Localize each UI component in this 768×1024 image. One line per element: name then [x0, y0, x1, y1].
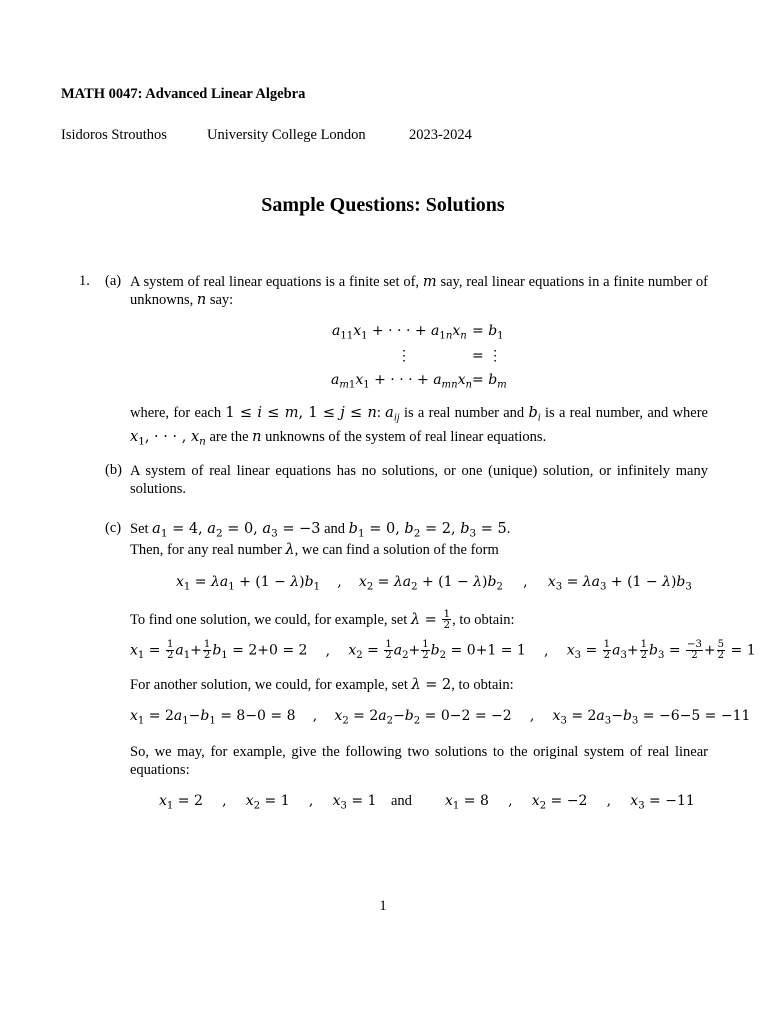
equation-row-1-rhs: = $b_1$: [472, 323, 504, 342]
final-solutions-2: $x_1 = 8$ , $x_2 = -2$ , $x_3 = -11$: [445, 793, 695, 812]
page-number: 1: [379, 898, 387, 914]
vertical-dots: ⋮: [397, 348, 411, 364]
page-title: Sample Questions: Solutions: [261, 194, 505, 216]
part-c-then: Then, for any real number λ, we can find a solution of the form: [130, 542, 499, 558]
final-solutions-1: $x_1 = 2$ , $x_2 = 1$ , $x_3 = 1$: [159, 793, 377, 812]
course-title: MATH 0047: Advanced Linear Algebra: [61, 86, 306, 102]
part-a-where: where, for each 1 ≤ i ≤ m, 1 ≤ j ≤ n: $a_{ij}$ is a real number and $b_i$ is a real number, and where $x_1$, · · · , $x_n$ are the n unknowns of the system of real linear equations.: [130, 405, 708, 448]
academic-year: 2023-2024: [409, 127, 472, 143]
part-b-label: (b): [105, 462, 122, 478]
part-c-label: (c): [105, 520, 122, 536]
part-c-find-another: For another solution, we could, for example, set λ = 2, to obtain:: [130, 677, 514, 693]
and-word: and: [391, 793, 412, 809]
part-a-label: (a): [105, 273, 122, 289]
part-b-text: A system of real linear equations has no solutions, or one (unique) solution, or infinitely many solutions.: [130, 463, 708, 497]
part-a-intro: A system of real linear equations is a finite set of, m say, real linear equations in a finite number of unknowns, n say:: [130, 274, 709, 308]
solution-two: $x_1 = 2a_1-b_1 = 8-0 = 8$ , $x_2 = 2a_2-b_2 = 0-2 = -2$ , $x_3 = 2a_3-b_3 = -6-5 = -11$: [130, 708, 751, 727]
part-c-so: So, we may, for example, give the following two solutions to the original system of real linear equations:: [130, 744, 708, 778]
part-c-find-one: To find one solution, we could, for example, set λ = $\frac{1}{2}$ , to obtain:: [130, 608, 515, 632]
general-solution: $x_1 = \lambda a_1 + (1 - \lambda)b_1$ , $x_2 = \lambda a_2 + (1 - \lambda)b_2$ , $x_3 = \lambda a_3 + (1 - \lambda)b_3$: [176, 574, 692, 593]
question-number: 1.: [79, 273, 90, 289]
equation-row-1: $a_{11}x_1$ + · · · + $a_{1n}x_n$: [332, 323, 467, 342]
equation-row-m-rhs: = $b_m$: [472, 372, 507, 391]
vertical-dots-rhs: = ⋮: [472, 348, 503, 364]
equation-row-m: $a_{m1}x_1$ + · · · + $a_{mn}x_n$: [331, 372, 473, 391]
part-c-set: Set $a_1 = 4$, $a_2 = 0$, $a_3 = -3$ and $b_1 = 0$, $b_2 = 2$, $b_3 = 5$.: [130, 521, 511, 540]
author-name: Isidoros Strouthos: [61, 127, 167, 143]
institution-name: University College London: [207, 127, 366, 143]
solution-one: $x_1$ = $\frac{1}{2}$ $a_1+$ $\frac{1}{2}$ $b_1 = 2+0 = 2$ , $x_2$ = $\frac{1}{2}$ $a_2+$ $\frac{1}{2}$ $b_2 = 0+1 = 1$ , $x_3$ = $\frac{1}{2}$ $a_3+$ $\frac{1}{2}$ $b_3$ = $\frac{-3}{2}$ + $\frac{5}{2}$ = 1: [130, 639, 756, 662]
